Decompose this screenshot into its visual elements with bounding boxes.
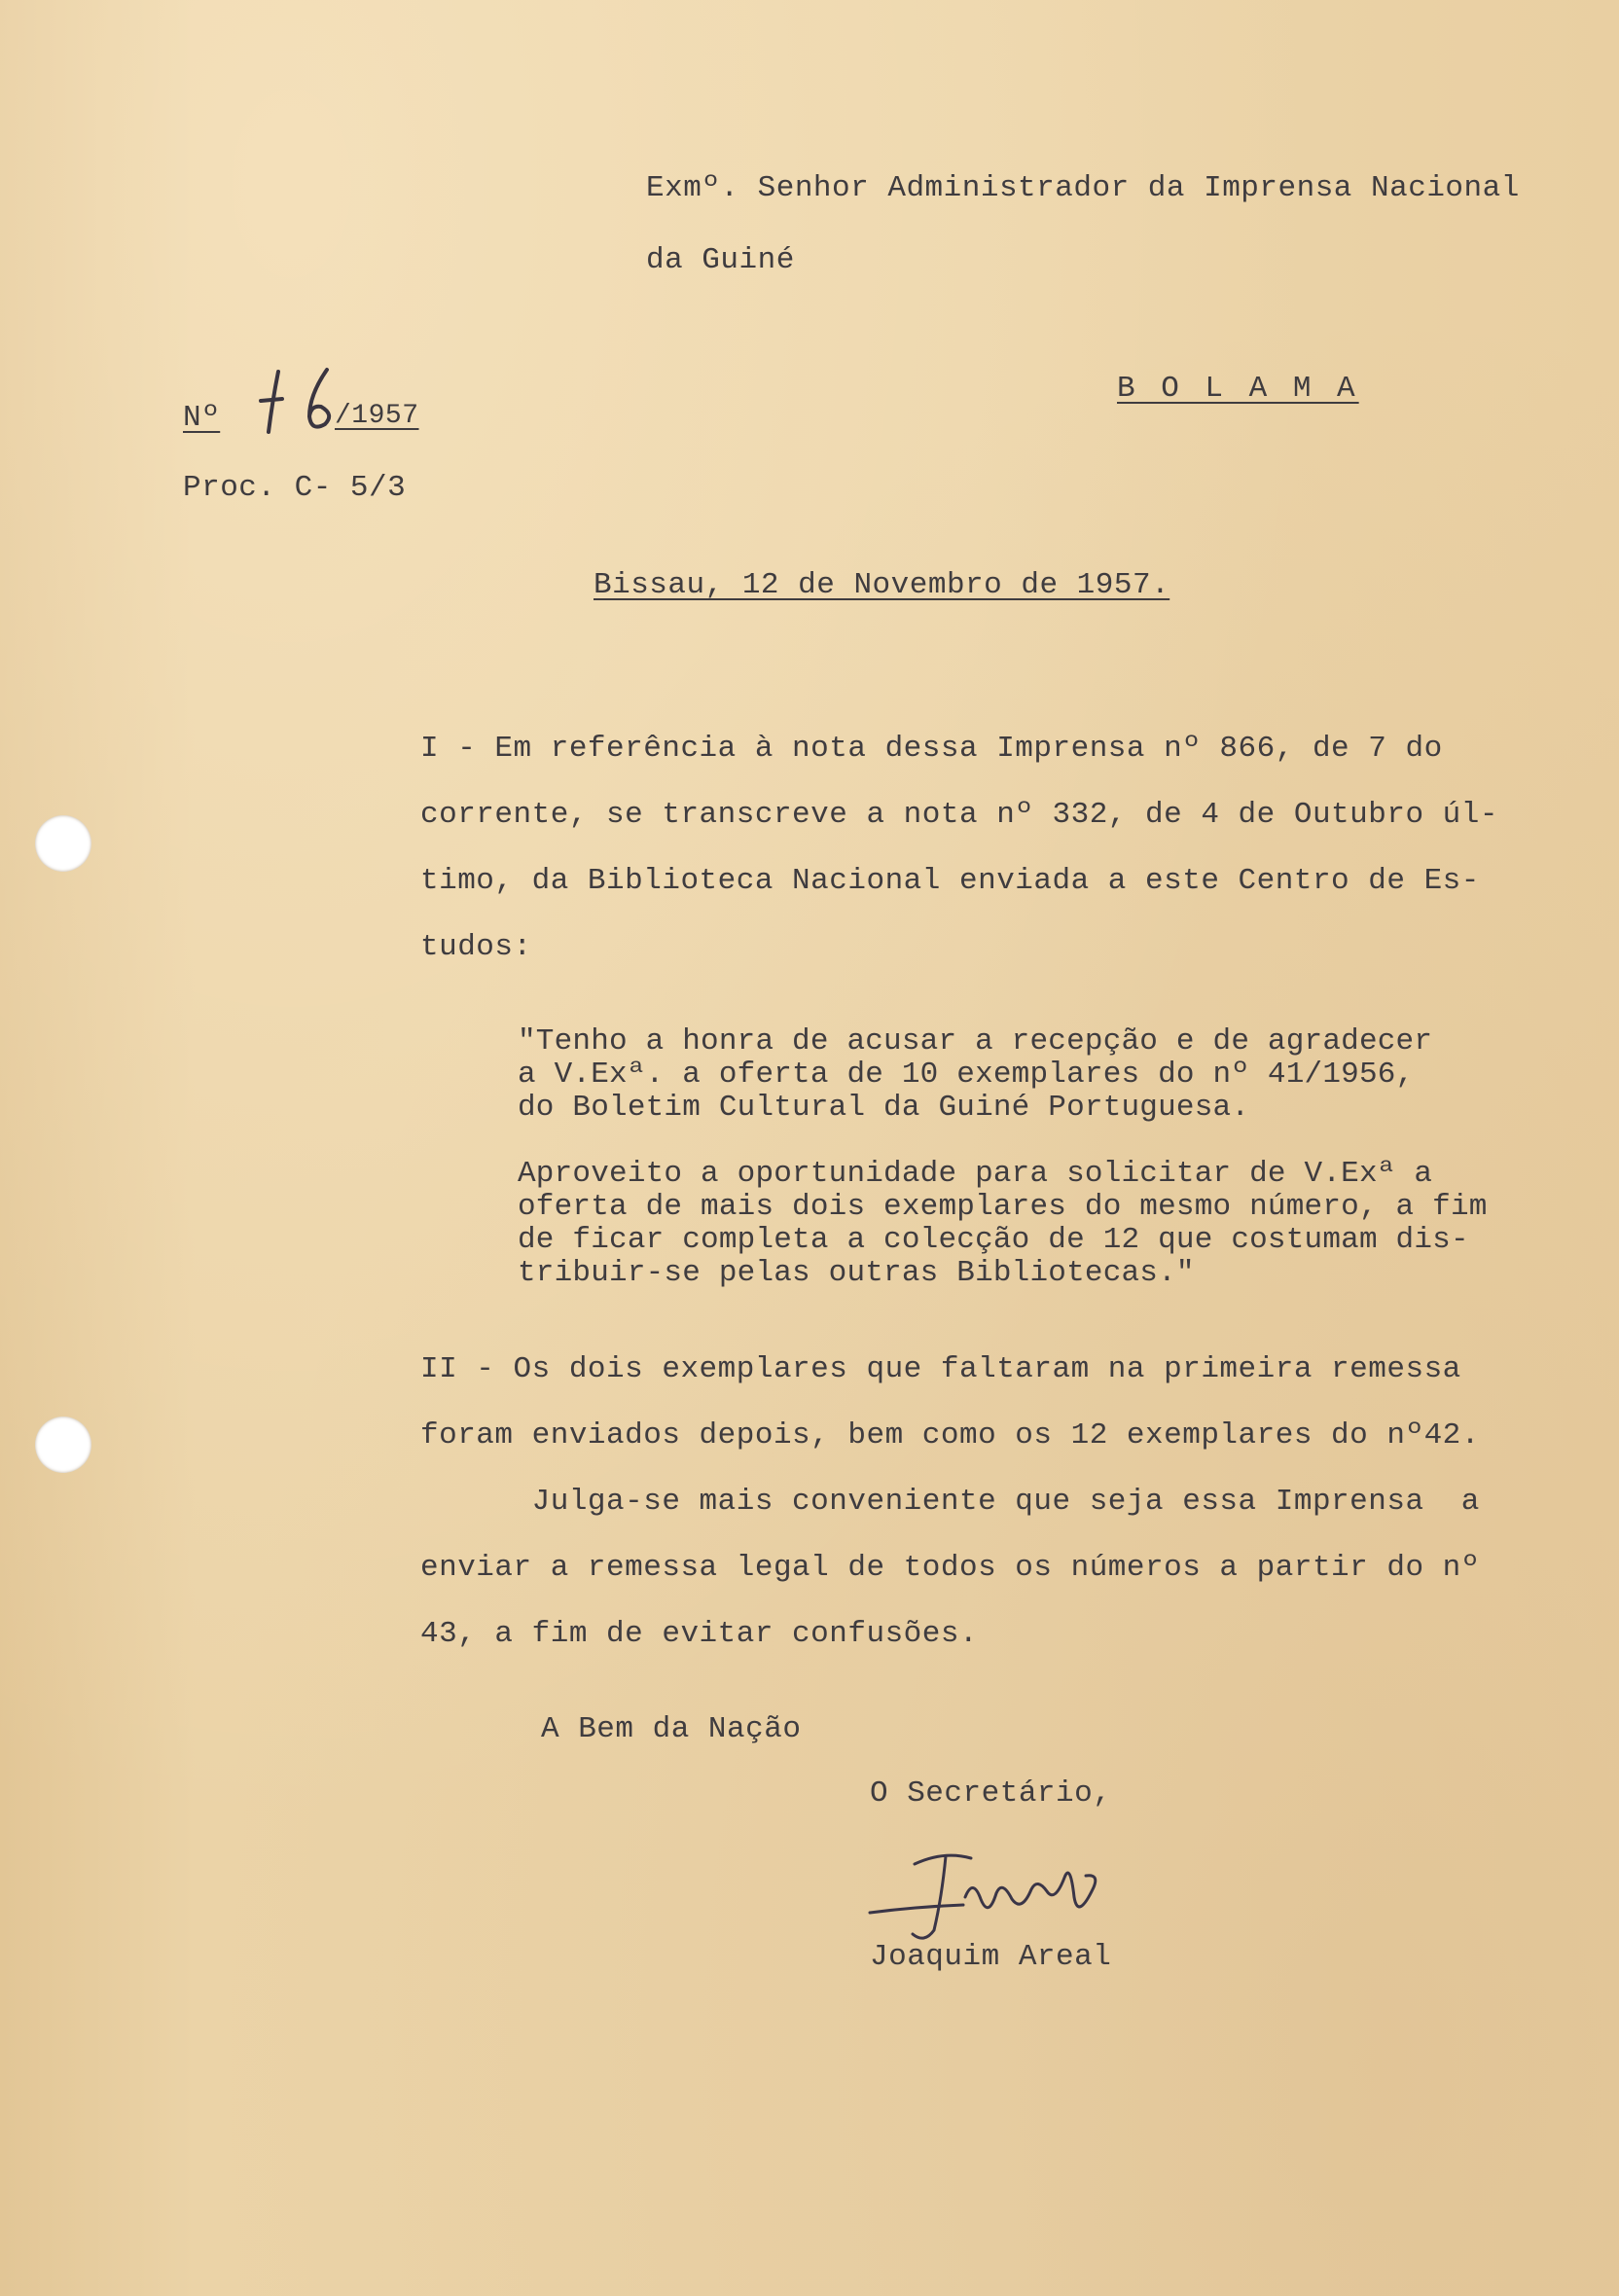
addressee-city: B O L A M A: [1117, 372, 1359, 406]
quotation-p1-line-2: a V.Exª. a oferta de 10 exemplares do nº 41/1956,: [518, 1058, 1415, 1092]
process-reference: Proc. C- 5/3: [183, 471, 407, 505]
quotation-p1-line-1: "Tenho a honra de acusar a recepção e de agradecer: [518, 1024, 1433, 1058]
date-line: Bissau, 12 de Novembro de 1957.: [594, 568, 1170, 602]
section-one-line-1: I - Em referência à nota dessa Imprensa nº 866, de 7 do: [420, 732, 1443, 766]
closing-salutation: A Bem da Nação: [541, 1712, 802, 1746]
closing-signatory-name: Joaquim Areal: [870, 1940, 1112, 1974]
closing-title: O Secretário,: [870, 1776, 1112, 1811]
section-one-line-3: timo, da Biblioteca Nacional enviada a este Centro de Es-: [420, 864, 1480, 898]
section-one-line-2: corrente, se transcreve a nota nº 332, de 4 de Outubro úl-: [420, 798, 1498, 832]
section-two-line-4: enviar a remessa legal de todos os números a partir do nº: [420, 1551, 1480, 1585]
section-one-line-4: tudos:: [420, 930, 532, 964]
punch-hole-upper: [35, 815, 91, 872]
quotation-p1-line-3: do Boletim Cultural da Guiné Portuguesa.: [518, 1091, 1250, 1125]
quotation-p2-line-4: tribuir-se pelas outras Bibliotecas.": [518, 1256, 1195, 1290]
signature-mark: [856, 1829, 1138, 1955]
reference-year: /1957: [335, 401, 419, 431]
quotation-p2-line-3: de ficar completa a colecção de 12 que costumam dis-: [518, 1223, 1469, 1257]
quotation-p2-line-1: Aproveito a oportunidade para solicitar de V.Exª a: [518, 1157, 1433, 1191]
addressee-line-1: Exmº. Senhor Administrador da Imprensa Nacional: [646, 171, 1520, 205]
punch-hole-lower: [35, 1417, 91, 1473]
reference-number-label: Nº: [183, 401, 221, 435]
section-two-line-2: foram enviados depois, bem como os 12 exemplares do nº42.: [420, 1418, 1480, 1453]
quotation-p2-line-2: oferta de mais dois exemplares do mesmo número, a fim: [518, 1190, 1488, 1224]
section-two-line-5: 43, a fim de evitar confusões.: [420, 1617, 979, 1651]
section-two-line-3: Julga-se mais conveniente que seja essa Imprensa a: [420, 1485, 1480, 1519]
addressee-line-2: da Guiné: [646, 243, 795, 277]
section-two-line-1: II - Os dois exemplares que faltaram na primeira remessa: [420, 1352, 1461, 1386]
